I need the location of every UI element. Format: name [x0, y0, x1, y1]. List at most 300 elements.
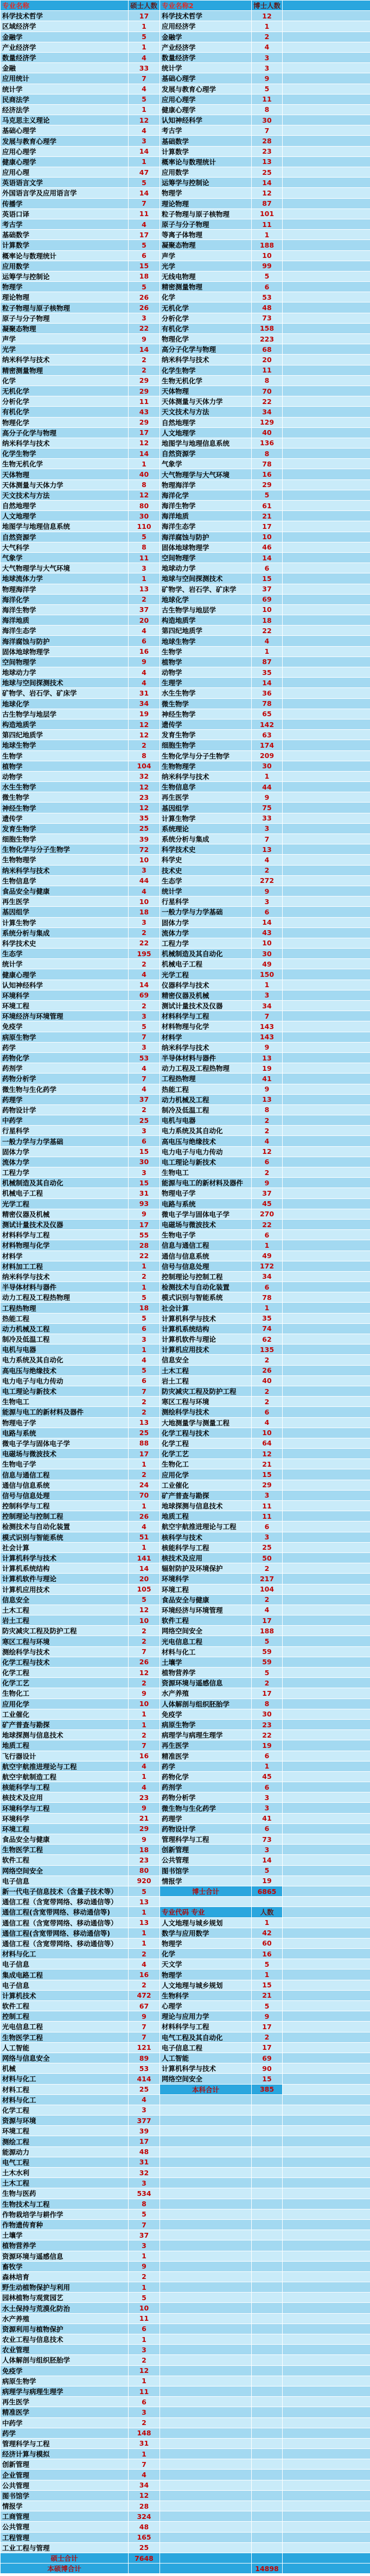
phd-count-cell	[252, 2522, 283, 2532]
table-row	[1, 501, 370, 511]
major2-name-cell: 环境科学	[160, 1574, 252, 1584]
major2-name-cell: 自然资源学	[160, 449, 252, 459]
major2-name-cell	[160, 2376, 252, 2386]
masters-count-cell: 4	[129, 2094, 160, 2105]
masters-count-cell: 16	[129, 1751, 160, 1761]
masters-count-cell: 1	[129, 1344, 160, 1355]
major-name-cell: 电工理论与新技术	[1, 1386, 129, 1396]
major2-name-cell: 认知神经科学	[160, 115, 252, 125]
major-name-cell: 通信工程(含宽带网络、移动通信等)	[1, 1907, 129, 1917]
table-row	[1, 1178, 370, 1188]
major2-name-cell	[160, 2168, 252, 2178]
table-row	[1, 1136, 370, 1146]
table-row	[1, 1386, 370, 1396]
major-name-cell: 古生物学与地层学	[1, 709, 129, 719]
masters-count-cell: 23	[129, 1792, 160, 1803]
table-row	[1, 1740, 370, 1751]
major2-name-cell: 生物电子学	[160, 1230, 252, 1240]
masters-count-cell: 1	[129, 1261, 160, 1271]
major2-name-cell: 古生物学与地层学	[160, 604, 252, 615]
major-name-cell: 地球与空间探测技术	[1, 678, 129, 688]
major2-name-cell: 工业催化	[160, 1480, 252, 1490]
major2-name-cell	[160, 2126, 252, 2136]
phd-count-cell: 158	[252, 323, 283, 333]
masters-count-cell: 26	[129, 1657, 160, 1667]
phd-count-cell: 17	[252, 1615, 283, 1626]
phd-count-cell: 87	[252, 656, 283, 667]
phd-count-cell: 16	[252, 1949, 283, 1959]
phd-count-cell: 1	[252, 21, 283, 31]
masters-count-cell: 20	[129, 1574, 160, 1584]
phd-count-cell: 23	[252, 1719, 283, 1729]
major2-name-cell: 资源环境与遥感信息	[160, 1678, 252, 1688]
major2-name-cell: 药理学	[160, 1813, 252, 1823]
table-row	[1, 1668, 370, 1678]
phd-count-cell: 12	[252, 1146, 283, 1157]
masters-count-cell: 3	[129, 1042, 160, 1052]
phd-count-cell: 11	[252, 1501, 283, 1511]
phd-count-cell	[252, 2157, 283, 2167]
filler-cell	[283, 1104, 370, 1115]
masters-count-cell: 24	[129, 1480, 160, 1490]
major-name-cell: 统计学	[1, 84, 129, 94]
filler-cell	[283, 2501, 370, 2511]
filler-cell	[283, 1928, 370, 1938]
table-row	[1, 750, 370, 761]
major-name-cell: 电子信息	[1, 1876, 129, 1886]
masters-count-cell: 10	[129, 1615, 160, 1626]
major-name-cell: 计算机科学与技术	[1, 1552, 129, 1563]
phd-count-cell: 15	[252, 2074, 283, 2084]
phd-count-cell: 10	[252, 250, 283, 261]
major-name-cell: 环境工程	[1, 2126, 129, 2136]
major-name-cell: 控制科学与工程	[1, 1501, 129, 1511]
table-row	[1, 334, 370, 344]
table-row	[1, 42, 370, 52]
major-name-cell: 地球动力学	[1, 667, 129, 678]
table-row	[1, 667, 370, 678]
major2-name-cell: 食品安全与健康	[160, 1594, 252, 1605]
table-row	[1, 31, 370, 42]
major-name-cell: 健康心理学	[1, 156, 129, 167]
table-row	[1, 1021, 370, 1032]
table-row	[1, 1355, 370, 1365]
major2-name-cell	[160, 2532, 252, 2542]
table-row	[1, 2094, 370, 2105]
major2-name-cell: 材料科学与工程	[160, 1011, 252, 1021]
major2-name-cell: 金融学	[160, 31, 252, 42]
major-name-cell: 海洋化学	[1, 594, 129, 604]
phd-count-cell: 49	[252, 1251, 283, 1261]
table-row	[1, 1407, 370, 1417]
phd-count-cell: 9	[252, 2011, 283, 2022]
table-row	[1, 146, 370, 156]
phd-count-cell: 5	[252, 1959, 283, 1969]
masters-count-cell: 10	[129, 896, 160, 907]
filler-cell	[283, 2459, 370, 2470]
filler-cell	[283, 1855, 370, 1865]
masters-count-cell: 534	[129, 2188, 160, 2199]
masters-count-cell: 19	[129, 709, 160, 719]
table-row	[1, 1303, 370, 1313]
major-name-cell: 无机化学	[1, 386, 129, 396]
table-row	[1, 469, 370, 479]
major2-name-cell: 精密仪器及机械	[160, 990, 252, 1000]
phd-count-cell: 13	[252, 844, 283, 855]
filler-cell	[283, 1511, 370, 1521]
filler-cell	[283, 2293, 370, 2303]
masters-count-cell: 2	[129, 740, 160, 750]
masters-count-cell: 9	[129, 1834, 160, 1845]
major2-name-cell: 行星科学	[160, 896, 252, 907]
table-row	[1, 1792, 370, 1803]
filler-cell	[283, 532, 370, 542]
phd-count-cell	[252, 2355, 283, 2365]
table-row	[1, 1104, 370, 1115]
major2-name-cell: 物理海洋学	[160, 479, 252, 490]
major-name-cell: 材料物理与化学	[1, 1240, 129, 1251]
phd-count-cell: 1	[252, 230, 283, 240]
major-name-cell: 药物化学	[1, 1052, 129, 1063]
masters-count-cell: 26	[129, 1511, 160, 1521]
phd-count-cell: 3	[252, 52, 283, 62]
table-row	[1, 282, 370, 292]
masters-count-cell: 22	[129, 938, 160, 948]
masters-count-cell: 33	[129, 63, 160, 73]
masters-count-cell: 31	[129, 2157, 160, 2167]
filler-cell	[283, 1449, 370, 1459]
table-row	[1, 907, 370, 917]
filler-cell	[283, 1813, 370, 1823]
filler-cell	[283, 1719, 370, 1729]
phd-count-cell: 5	[252, 490, 283, 500]
masters-count-cell: 7	[129, 2032, 160, 2042]
masters-count-cell: 1	[129, 2251, 160, 2261]
major2-name-cell	[160, 2407, 252, 2417]
filler-cell	[283, 2084, 370, 2094]
filler-cell	[283, 125, 370, 136]
major-name-cell: 固体力学	[1, 1146, 129, 1157]
table-row	[1, 1709, 370, 1719]
phd-count-cell	[252, 1897, 283, 1907]
major2-name-cell: 天体物理	[160, 386, 252, 396]
table-row	[1, 2251, 370, 2261]
phd-count-cell: 17	[252, 521, 283, 532]
major-name-cell: 网络与信息安全	[1, 2053, 129, 2063]
major2-name-cell: 模式识别与智能系统	[160, 1292, 252, 1303]
major2-name-cell: 药物设计学	[160, 1823, 252, 1834]
phd-count-cell: 8	[252, 104, 283, 115]
table-row	[1, 73, 370, 84]
filler-cell	[283, 1949, 370, 1959]
phd-count-cell: 65	[252, 709, 283, 719]
major2-name-cell: 网络空间安全	[160, 1626, 252, 1636]
masters-count-cell: 25	[129, 1115, 160, 1126]
major-name-cell: 热能工程	[1, 1313, 129, 1323]
masters-count-cell: 4	[129, 125, 160, 136]
table-row	[1, 1375, 370, 1386]
phd-count-cell: 12	[252, 188, 283, 198]
major2-name-cell: 精准医学	[160, 1751, 252, 1761]
phd-count-cell: 20	[252, 355, 283, 365]
filler-cell	[283, 740, 370, 750]
table-row	[1, 2074, 370, 2084]
table-row	[1, 375, 370, 386]
filler-cell	[283, 2032, 370, 2042]
phd-count-cell: 19	[252, 1740, 283, 1751]
table-row	[1, 2063, 370, 2074]
major-name-cell: 工程管理	[1, 2532, 129, 2542]
masters-count-cell: 93	[129, 1198, 160, 1209]
phd-count-cell: 73	[252, 313, 283, 323]
table-row	[1, 980, 370, 990]
major-name-cell: 基础心理学	[1, 125, 129, 136]
table-row	[1, 2438, 370, 2448]
masters-count-cell: 3	[129, 2240, 160, 2251]
major2-name-cell: 公共管理	[160, 1855, 252, 1865]
filler-cell	[283, 1386, 370, 1396]
filler-cell	[283, 1042, 370, 1052]
major-name-cell: 公共管理	[1, 2522, 129, 2532]
table-row	[1, 490, 370, 500]
major2-name-cell: 固体地球物理学	[160, 542, 252, 552]
filler-cell	[283, 896, 370, 907]
masters-count-cell: 18	[129, 271, 160, 281]
major2-name-cell: 纳米科学与技术	[160, 355, 252, 365]
major-name-cell: 高电压与绝缘技术	[1, 1365, 129, 1375]
filler-cell	[283, 417, 370, 427]
filler-cell	[283, 1823, 370, 1834]
phd-count-cell: 69	[252, 594, 283, 604]
filler-cell	[283, 2001, 370, 2011]
table-row	[1, 449, 370, 459]
major-name-cell: 化学工程	[1, 1668, 129, 1678]
masters-count-cell: 3	[129, 313, 160, 323]
filler-cell	[283, 2553, 370, 2563]
major-name-cell: 航空宇航制造工程	[1, 1771, 129, 1782]
masters-count-cell: 32	[129, 771, 160, 781]
filler-cell	[283, 2188, 370, 2199]
table-row	[1, 1365, 370, 1375]
filler-cell	[283, 1052, 370, 1063]
major2-name-cell: 计算生物学	[160, 813, 252, 823]
phd-count-cell: 10	[252, 532, 283, 542]
major-name-cell: 精密测量物理	[1, 365, 129, 375]
table-row	[1, 2230, 370, 2240]
phd-count-cell: 6	[252, 1157, 283, 1167]
table-row	[1, 2480, 370, 2490]
major2-name-cell: 无线电物理	[160, 271, 252, 281]
phd-count-cell: 50	[252, 1552, 283, 1563]
major2-name-cell: 生理学	[160, 678, 252, 688]
phd-count-cell: 87	[252, 198, 283, 209]
filler-cell	[283, 2449, 370, 2459]
phd-count-cell: 14	[252, 178, 283, 188]
filler-cell	[283, 73, 370, 84]
phd-count-cell: 2	[252, 1386, 283, 1396]
filler-cell	[283, 1574, 370, 1584]
masters-count-cell: 14	[129, 188, 160, 198]
major2-name-cell: 电力电子与电力传动	[160, 1146, 252, 1157]
major2-name-cell: 信号与信息处理	[160, 1261, 252, 1271]
major2-name-cell: 制冷及低温工程	[160, 1104, 252, 1115]
filler-cell	[283, 1178, 370, 1188]
table-row	[1, 1574, 370, 1584]
major2-name-cell: 地图学与地理信息系统	[160, 438, 252, 448]
masters-count-cell: 14	[129, 344, 160, 355]
table-row	[1, 771, 370, 781]
table-row	[1, 1438, 370, 1448]
major-name-cell: 光学	[1, 344, 129, 355]
major2-name-cell: 光学	[160, 261, 252, 271]
major2-name-cell: 环境工程	[160, 1584, 252, 1594]
table-row	[1, 2032, 370, 2042]
filler-cell	[283, 626, 370, 636]
major-name-cell: 地球流体力学	[1, 573, 129, 584]
major2-name-cell: 数学与应用数学	[160, 1928, 252, 1938]
major2-name-cell: 空间物理学	[160, 552, 252, 563]
filler-cell	[283, 1240, 370, 1251]
major2-name-cell	[160, 2522, 252, 2532]
filler-cell	[283, 2219, 370, 2230]
table-row	[1, 604, 370, 615]
masters-count-cell: 4	[129, 1063, 160, 1074]
phd-count-cell	[252, 2334, 283, 2345]
masters-count-cell: 34	[129, 698, 160, 709]
filler-cell	[283, 1532, 370, 1542]
major-name-cell: 生物无机化学	[1, 459, 129, 469]
major2-name-cell	[160, 2240, 252, 2251]
filler-cell	[283, 1292, 370, 1303]
masters-count-cell: 12	[129, 490, 160, 500]
major2-name-cell: 土木工程	[160, 1365, 252, 1375]
masters-count-cell: 1	[129, 2376, 160, 2386]
filler-cell	[283, 938, 370, 948]
phd-count-cell: 6	[252, 1823, 283, 1834]
phd-count-cell: 8	[252, 1699, 283, 1709]
table-row	[1, 656, 370, 667]
phd-count-cell: 150	[252, 969, 283, 980]
major-name-cell: 通信与信息系统	[1, 1480, 129, 1490]
masters-count-cell: 4	[129, 886, 160, 896]
table-row	[1, 1449, 370, 1459]
table-row	[1, 532, 370, 542]
filler-cell	[283, 1490, 370, 1500]
filler-cell	[283, 501, 370, 511]
major-name-cell: 运筹学与控制论	[1, 271, 129, 281]
filler-cell	[283, 1521, 370, 1532]
table-row	[1, 2105, 370, 2115]
major-name-cell: 气象学	[1, 552, 129, 563]
major-name-cell: 作物栽培学与耕作学	[1, 2209, 129, 2219]
filler-cell	[283, 1230, 370, 1240]
masters-count-cell: 3	[129, 2105, 160, 2115]
major2-name-cell: 管理科学与工程	[160, 1834, 252, 1845]
masters-count-cell: 26	[129, 292, 160, 302]
table-row	[1, 115, 370, 125]
phd-count-cell: 3	[252, 1845, 283, 1855]
masters-count-cell: 11	[129, 2313, 160, 2324]
masters-count-cell: 5	[129, 178, 160, 188]
major-name-cell: 测绘工程	[1, 2136, 129, 2146]
masters-count-cell: 48	[129, 2146, 160, 2157]
masters-count-cell: 3	[129, 917, 160, 927]
column-header-masters-count: 硕士人数	[129, 1, 160, 11]
masters-count-cell: 4	[129, 219, 160, 229]
masters-count-cell: 12	[129, 1668, 160, 1678]
major-name-cell: 工业催化	[1, 1709, 129, 1719]
major2-name-cell: 机械电子工程	[160, 959, 252, 969]
major-name-cell: 计算生物学	[1, 917, 129, 927]
table-row	[1, 1397, 370, 1407]
major2-name-cell: 地球生物学	[160, 636, 252, 646]
major-name-cell: 制冷及低温工程	[1, 1334, 129, 1344]
major-name-cell: 新一代电子信息技术（含量子技术等）	[1, 1886, 129, 1896]
major-name-cell: 有机化学	[1, 407, 129, 417]
filler-cell	[283, 1001, 370, 1011]
major2-name-cell: 高分子化学与物理	[160, 344, 252, 355]
table-row	[1, 2199, 370, 2209]
masters-count-cell: 195	[129, 949, 160, 959]
filler-cell	[283, 1136, 370, 1146]
major-name-cell: 免疫学	[1, 2365, 129, 2376]
filler-cell	[283, 1636, 370, 1646]
filler-cell	[283, 521, 370, 532]
table-row	[1, 2511, 370, 2522]
major-name-cell: 大气物理学与大气环境	[1, 563, 129, 573]
major2-name-cell: 水产养殖	[160, 1688, 252, 1699]
filler-cell	[283, 803, 370, 813]
phd-count-cell: 90	[252, 2063, 283, 2074]
major-name-cell: 软件工程	[1, 1855, 129, 1865]
filler-cell	[283, 219, 370, 229]
filler-cell	[283, 282, 370, 292]
major2-name-cell	[160, 2303, 252, 2313]
major2-name-cell: 半导体材料与器件	[160, 1052, 252, 1063]
table-row	[1, 230, 370, 240]
phd-count-cell: 44	[252, 782, 283, 792]
phd-count-cell	[252, 2386, 283, 2396]
phd-count-cell: 43	[252, 927, 283, 938]
phd-count-cell: 11	[252, 1511, 283, 1521]
masters-count-cell: 4	[129, 1959, 160, 1969]
major-name-cell: 天体测量与天体力学	[1, 479, 129, 490]
table-row	[1, 2261, 370, 2271]
major-name-cell: 管理科学与工程	[1, 2438, 129, 2448]
major2-name-cell: 计算机科学与技术	[160, 1313, 252, 1323]
phd-count-cell	[252, 2094, 283, 2105]
masters-count-cell: 32	[129, 2168, 160, 2178]
filler-cell	[283, 2511, 370, 2522]
table-row	[1, 1949, 370, 1959]
masters-count-cell: 4	[129, 1521, 160, 1532]
major2-name-cell: 遗传学	[160, 719, 252, 729]
phd-count-cell	[252, 2282, 283, 2293]
major-name-cell: 能源动力	[1, 2146, 129, 2157]
major2-name-cell	[160, 2136, 252, 2146]
phd-count-cell: 14	[252, 678, 283, 688]
filler-cell	[283, 1542, 370, 1552]
filler-cell	[283, 511, 370, 521]
filler-cell	[283, 1876, 370, 1886]
major-name-cell: 工业工程与管理	[1, 2542, 129, 2553]
filler-cell	[283, 730, 370, 740]
filler-cell	[283, 656, 370, 667]
filler-cell	[283, 761, 370, 771]
masters-count-cell: 4	[129, 2470, 160, 2480]
masters-count-cell: 121	[129, 2042, 160, 2053]
masters-count-cell: 80	[129, 1865, 160, 1876]
